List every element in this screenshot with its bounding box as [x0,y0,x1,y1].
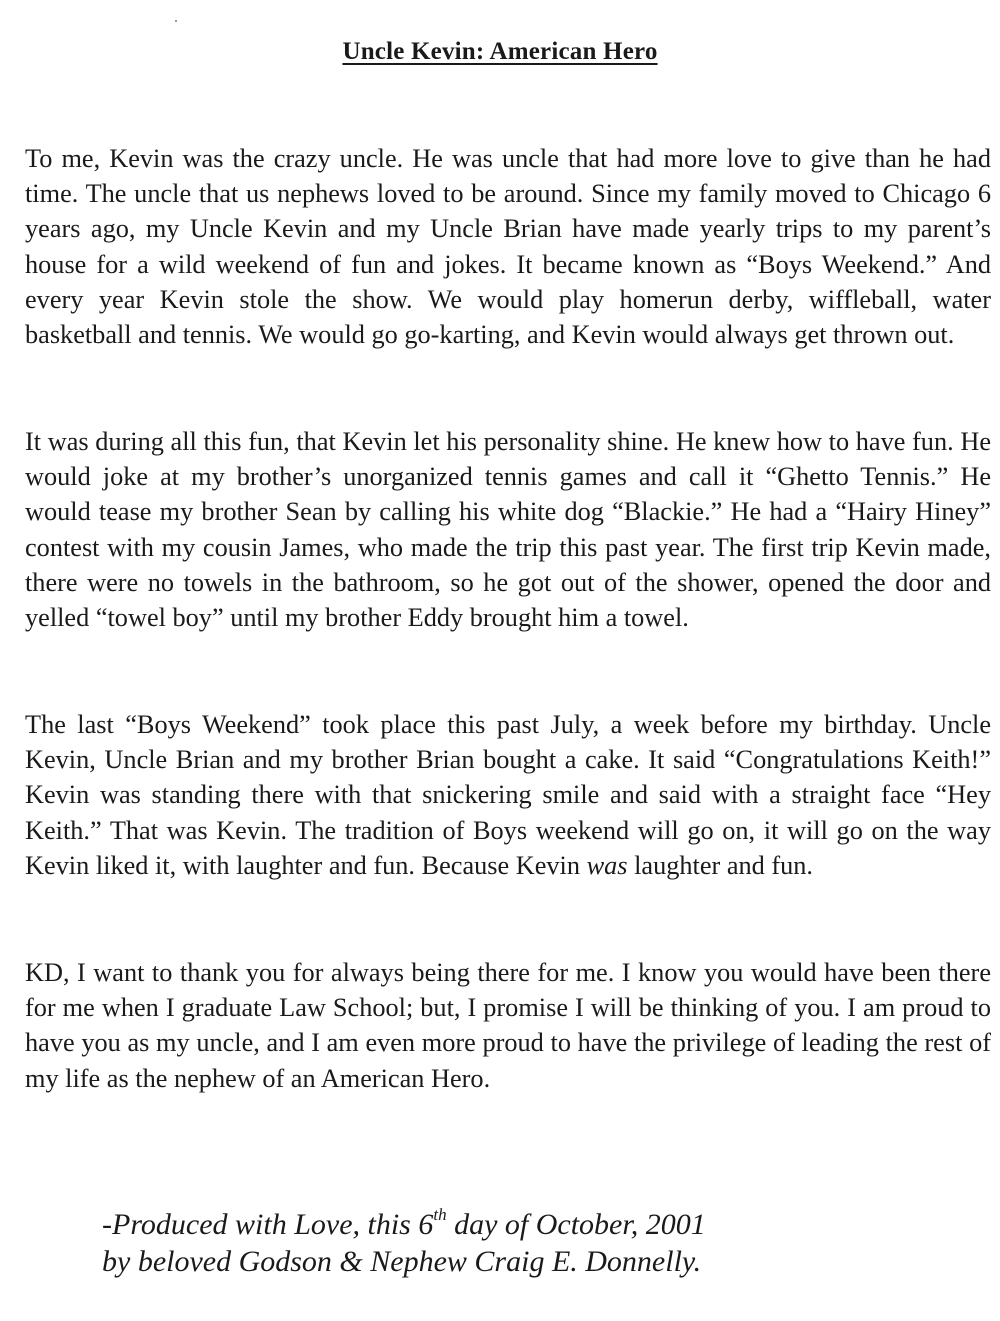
paragraph-4 [25,955,991,1096]
signature-line-1-start: -Produced with Love, this 6 [102,1208,434,1241]
paragraph-3-text-end: laughter and fun. [627,850,814,880]
scan-speck [175,20,177,22]
paragraph-3-text-start: The last “Boys Weekend” took place this past July, a week before my birthday. Uncle Kevin, Uncle Brian and my brother Brian bought a cake. It said “Congratulations Keith!” Kevin was standing there with that snickering smile and said with a straight face “Hey Keith.” That was Kevin. The tradition of Boys weekend will go on, it will go on the way Kevin liked it, with laughter and fun. Because Kevin [25,710,991,880]
paragraph-3-emphasis: was [586,850,628,880]
signature-line-1 [102,1206,706,1243]
paragraph-2 [25,424,991,635]
paragraph-2-text: It was during all this fun, that Kevin let his personality shine. He knew how to have fun. He would joke at my brother’s unorganized tennis games and call it “Ghetto Tennis.” He would tease my brother Sean by calling his white dog “Blackie.” He had a “Hairy Hiney” contest with my cousin James, who made the trip this past year. The first trip Kevin made, there were no towels in the bathroom, so he got out of the shower, opened the door and yelled “towel boy” until my brother Eddy brought him a towel. [25,427,991,633]
paragraph-4-text: KD, I want to thank you for always being there for me. I know you would have been there for me when I graduate Law School; but, I promise I will be thinking of you. I am proud to have you as my uncle, and I am even more proud to have the privilege of leading the rest of my life as the nephew of an American Hero. [25,958,991,1093]
paragraph-1-text: To me, Kevin was the crazy uncle. He was uncle that had more love to give than he had time. The uncle that us nephews loved to be around. Since my family moved to Chicago 6 years ago, my Uncle Kevin and my Uncle Brian have made yearly trips to my parent’s house for a wild weekend of fun and jokes. It became known as “Boys Weekend.” And every year Kevin stole the show. We would play homerun derby, wiffleball, water basketball and tennis. We would go go-karting, and Kevin would always get thrown out. [25,144,991,350]
signature-block [102,1206,706,1280]
document-title: Uncle Kevin: American Hero [342,38,658,65]
signature-ordinal-suffix: th [433,1205,447,1224]
paragraph-3 [25,707,991,883]
paragraph-1 [25,141,991,352]
signature-line-2: by beloved Godson & Nephew Craig E. Donnelly. [102,1245,702,1278]
signature-line-1-end: day of October, 2001 [446,1208,706,1241]
